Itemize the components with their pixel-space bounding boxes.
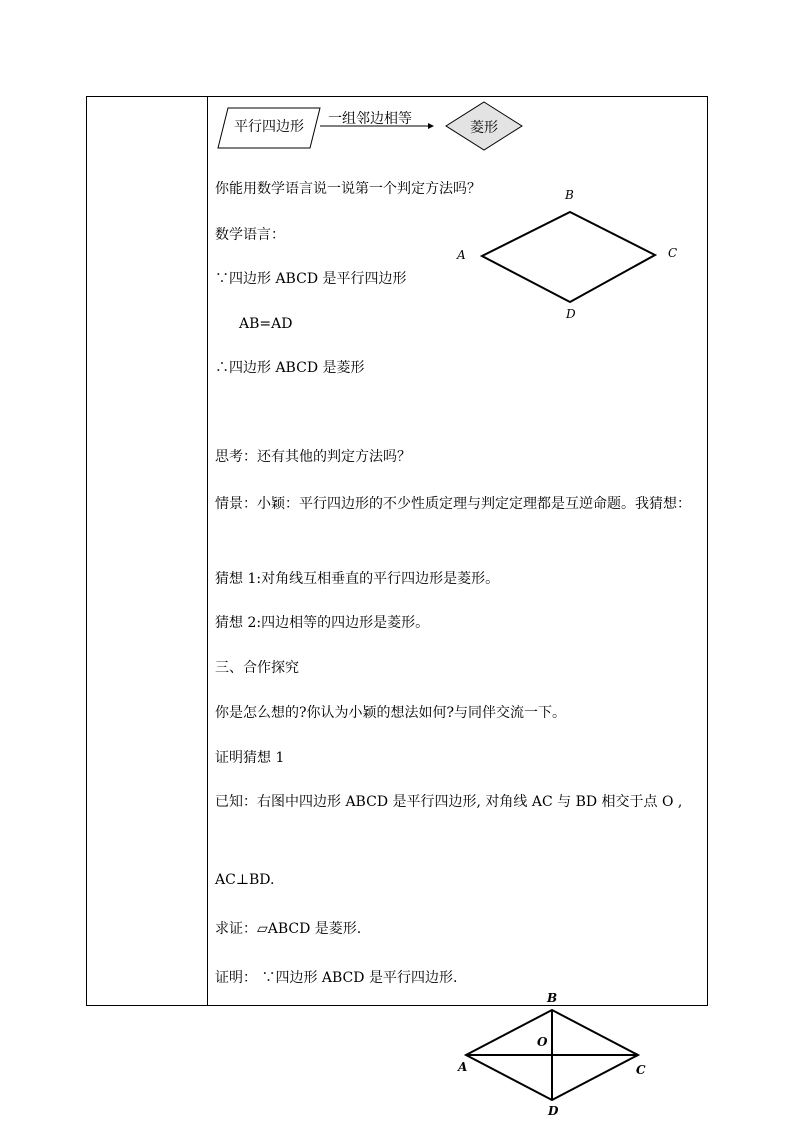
figure1-label-b: B [565,188,574,202]
proof-line: 证明： ∵四边形 ABCD 是平行四边形. [215,970,458,986]
since-line: ∵四边形 ABCD 是平行四边形 [215,271,407,287]
figure1-label-c: C [668,246,678,260]
flow-arrow-head [428,123,434,129]
flow-start-label: 平行四边形 [234,119,304,135]
known-paragraph: 已知：右图中四边形 ABCD 是平行四边形, 对角线 AC 与 BD 相交于点 O , [215,794,683,810]
discuss-line: 你是怎么想的?你认为小颖的想法如何?与同伴交流一下。 [215,705,567,721]
figure1-label-a: A [457,248,466,262]
figure1-label-d: D [566,307,576,321]
therefore-line: ∴四边形 ABCD 是菱形 [215,360,365,376]
math-language-heading: 数学语言： [215,227,285,243]
prove-guess1-heading: 证明猜想 1 [215,750,285,766]
question-line: 你能用数学语言说一说第一个判定方法吗？ [215,181,481,197]
section-three-heading: 三、合作探究 [215,660,299,676]
figure2-label-c: C [636,1063,646,1077]
figure2-label-b: B [547,991,558,1005]
figure2-label-a: A [458,1060,468,1074]
perpendicular-line: AC⊥BD. [215,872,275,888]
flow-result-label: 菱形 [470,120,498,136]
guess1-line: 猜想 1:对角线互相垂直的平行四边形是菱形。 [215,571,500,587]
guess2-line: 猜想 2:四边相等的四边形是菱形。 [215,615,430,631]
figure1-rhombus [482,212,655,302]
figure2-label-o: O [537,1035,548,1049]
prove-line: 求证：▱ABCD 是菱形. [215,921,362,937]
figure2-label-d: D [548,1104,559,1118]
scenario-paragraph: 情景：小颖：平行四边形的不少性质定理与判定定理都是互逆命题。我猜想： [215,496,691,512]
ab-equals-ad-line: AB=AD [239,316,293,332]
think-line: 思考：还有其他的判定方法吗？ [215,449,411,465]
flow-condition-label: 一组邻边相等 [328,111,412,127]
